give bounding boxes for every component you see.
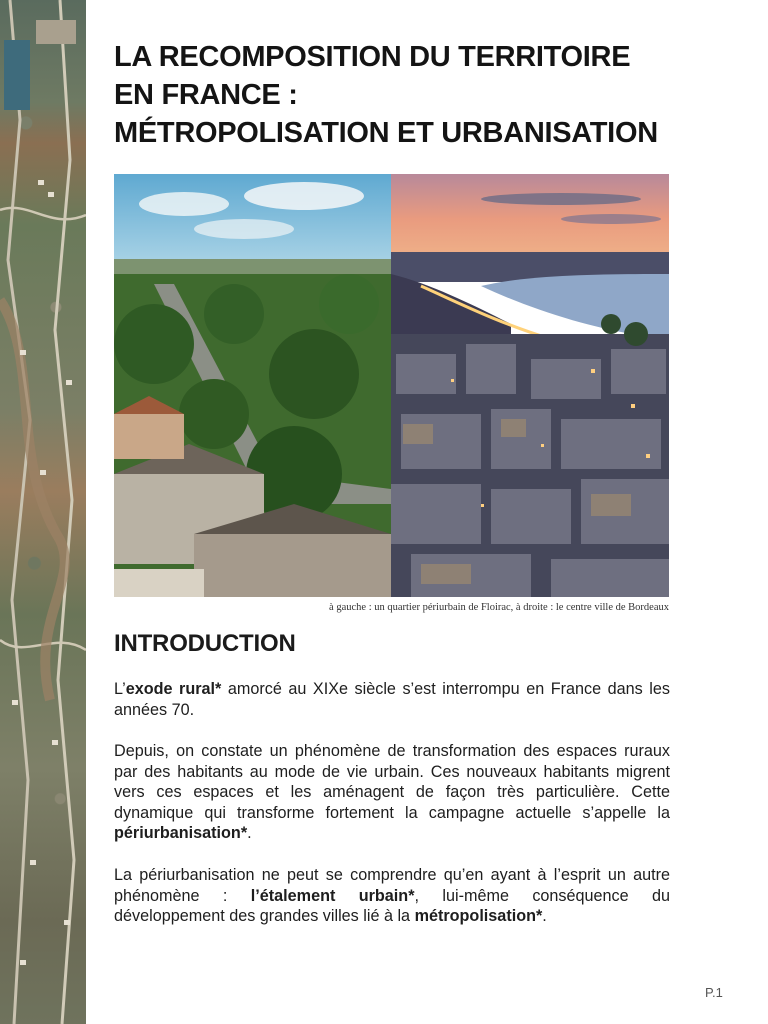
intro-paragraph-1	[114, 679, 670, 720]
text-run: La périurbanisation ne peut se comprendre qu’en ayant à l’esprit un autre phénomène :	[114, 866, 670, 905]
text-run: L’	[114, 680, 126, 698]
city-photo	[391, 174, 669, 597]
aerial-roads	[0, 0, 86, 1024]
term-periurbanisation: périurbanisation*	[114, 824, 248, 842]
intro-paragraph-3	[114, 865, 670, 927]
title-line-1: LA RECOMPOSITION DU TERRITOIRE	[114, 41, 631, 73]
page-number: P.1	[705, 985, 723, 1000]
title-line-3: MÉTROPOLISATION ET URBANISATION	[114, 117, 658, 149]
page-title	[114, 38, 744, 152]
text-run: .	[247, 824, 252, 842]
text-run: amorcé au XIXe siècle s’est interrompu en France dans les années 70.	[114, 680, 670, 719]
text-run: , lui-même conséquence du développement des grandes villes lié à la	[114, 886, 671, 925]
title-line-2: EN FRANCE :	[114, 79, 298, 111]
photo-caption: à gauche : un quartier périurbain de Floirac, à droite : le centre ville de Bordeaux	[329, 602, 669, 613]
term-exode-rural: exode rural*	[125, 680, 222, 698]
term-etalement-urbain: l’étalement urbain*	[250, 886, 415, 905]
section-title: INTRODUCTION	[114, 630, 296, 657]
suburb-photo	[114, 174, 391, 597]
comparison-photo	[114, 174, 669, 597]
aerial-photo-strip	[0, 0, 86, 1024]
text-run: Depuis, on constate un phénomène de transformation des espaces ruraux par des habitants au mode de vie urbain. Ces nouveaux habitants migrent vers ces espaces et les aménagent de façon très particulière. Cette dynamique qui transforme fortement la campagne actuelle s’appelle la	[114, 742, 670, 822]
intro-paragraph-2	[114, 741, 670, 844]
term-metropolisation: métropolisation*	[414, 907, 543, 925]
text-run: .	[542, 907, 547, 925]
